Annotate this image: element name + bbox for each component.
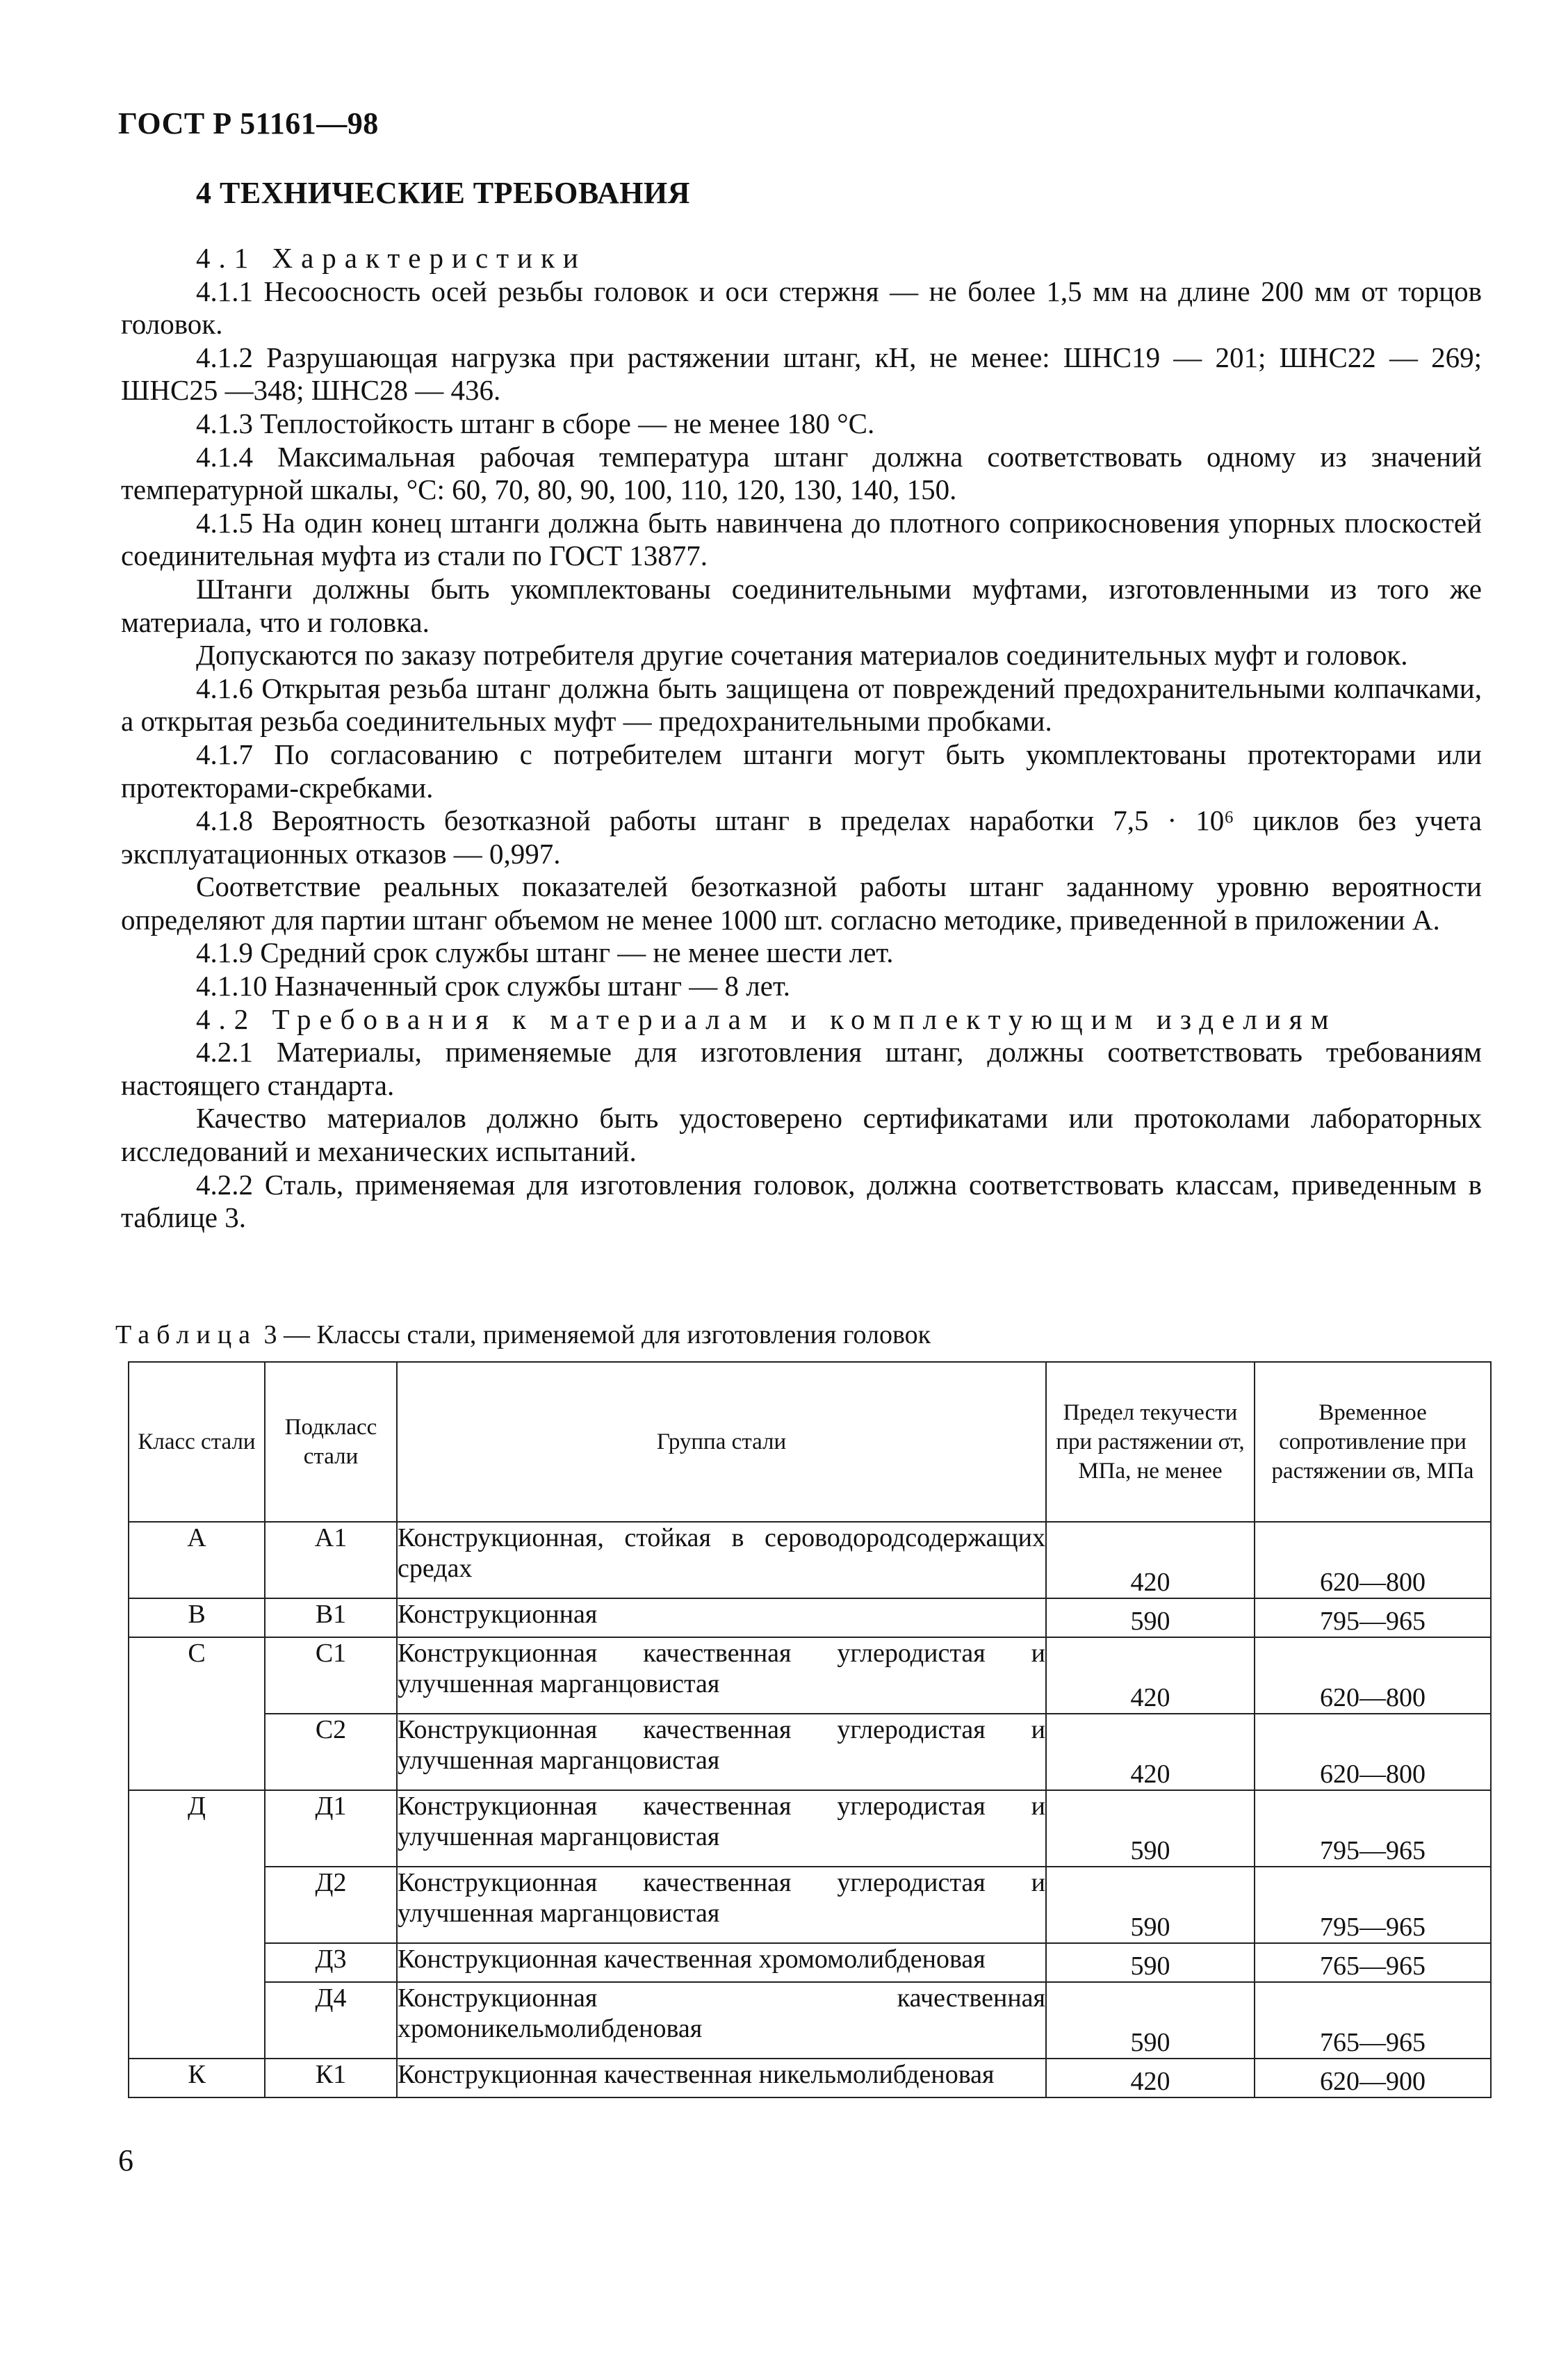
cell-group: Конструкционная качественная углеродистая и улучшенная марганцовистая xyxy=(397,1637,1046,1714)
cell-class: Д xyxy=(129,1790,265,2059)
table-header-row xyxy=(129,1362,1491,1522)
table-caption-text: 3 — Классы стали, применяемой для изготовления головок xyxy=(263,1320,931,1349)
cell-subclass: В1 xyxy=(265,1598,397,1637)
cell-subclass: Д1 xyxy=(265,1790,397,1867)
table-row xyxy=(129,1522,1491,1598)
header-steel-group: Группа стали xyxy=(397,1362,1046,1522)
cell-yield: 590 xyxy=(1046,1943,1255,1982)
cell-subclass: Д2 xyxy=(265,1867,397,1943)
paragraph-4-1-5: 4.1.5 На один конец штанги должна быть навинчена до плотного соприкосновения упорных плоскостей соединительная муфта из стали по ГОСТ 13877. xyxy=(121,506,1482,572)
cell-yield: 420 xyxy=(1046,1522,1255,1598)
cell-tensile: 620—900 xyxy=(1255,2059,1491,2097)
paragraph-4-2-1: 4.2.1 Материалы, применяемые для изготовления штанг, должны соответствовать требованиям настоящего стандарта. xyxy=(121,1036,1482,1101)
cell-tensile: 765—965 xyxy=(1255,1943,1491,1982)
cell-class: А xyxy=(129,1522,265,1598)
cell-subclass: С1 xyxy=(265,1637,397,1714)
cell-yield: 590 xyxy=(1046,1982,1255,2059)
table-row xyxy=(129,1637,1491,1714)
table-row xyxy=(129,1867,1491,1943)
cell-group: Конструкционная качественная углеродистая и улучшенная марганцовистая xyxy=(397,1790,1046,1867)
document-code: ГОСТ Р 51161—98 xyxy=(118,106,379,140)
subsection-heading-4-2: 4.2 Требования к материалам и комплектующим изделиям xyxy=(196,1003,1337,1035)
cell-group: Конструкционная качественная хромомолибденовая xyxy=(397,1943,1046,1982)
subsection-heading-4-1: 4.1 Характеристики xyxy=(196,242,587,274)
paragraph-reliability-method: Соответствие реальных показателей безотказной работы штанг заданному уровню вероятности определяют для партии штанг объемом не менее 1000 шт. согласно методике, приведенной в приложении А. xyxy=(121,870,1482,936)
cell-group: Конструкционная xyxy=(397,1598,1046,1637)
cell-tensile: 765—965 xyxy=(1255,1982,1491,2059)
header-tensile-strength: Временное сопротивление при растяжении σв, МПа xyxy=(1255,1362,1491,1522)
paragraph-4-1-1: 4.1.1 Несоосность осей резьбы головок и оси стержня — не более 1,5 мм на длине 200 мм от торцов головок. xyxy=(121,275,1482,341)
cell-tensile: 795—965 xyxy=(1255,1790,1491,1867)
cell-class: В xyxy=(129,1598,265,1637)
cell-yield: 590 xyxy=(1046,1790,1255,1867)
cell-tensile: 620—800 xyxy=(1255,1637,1491,1714)
paragraph-4-1-6: 4.1.6 Открытая резьба штанг должна быть защищена от повреждений предохранительными колпачками, а открытая резьба соединительных муфт — предохранительными пробками. xyxy=(121,672,1482,738)
cell-yield: 590 xyxy=(1046,1867,1255,1943)
cell-group: Конструкционная качественная хромоникельмолибденовая xyxy=(397,1982,1046,2059)
cell-yield: 420 xyxy=(1046,2059,1255,2097)
cell-subclass: Д4 xyxy=(265,1982,397,2059)
cell-group: Конструкционная качественная углеродистая и улучшенная марганцовистая xyxy=(397,1714,1046,1790)
section-title: 4 ТЕХНИЧЕСКИЕ ТРЕБОВАНИЯ xyxy=(196,176,690,210)
table-row xyxy=(129,1598,1491,1637)
paragraph-4-1-2: 4.1.2 Разрушающая нагрузка при растяжении штанг, кН, не менее: ШНС19 — 201; ШНС22 — 269; ШНС25 —348; ШНС28 — 436. xyxy=(121,341,1482,407)
paragraph-material-combinations: Допускаются по заказу потребителя другие сочетания материалов соединительных муфт и головок. xyxy=(196,639,1408,672)
body-text xyxy=(121,242,1482,1235)
paragraph-4-1-4: 4.1.4 Максимальная рабочая температура штанг должна соответствовать одному из значений температурной шкалы, °С: 60, 70, 80, 90, 100, 110, 120, 130, 140, 150. xyxy=(121,440,1482,506)
header-steel-subclass: Подкласс стали xyxy=(265,1362,397,1522)
paragraph-rods-couplings: Штанги должны быть укомплектованы соединительными муфтами, изготовленными из того же материала, что и головка. xyxy=(121,572,1482,638)
cell-group: Конструкционная, стойкая в сероводородсодержащих средах xyxy=(397,1522,1046,1598)
cell-tensile: 795—965 xyxy=(1255,1867,1491,1943)
steel-classes-table xyxy=(128,1361,1492,2098)
cell-class: С xyxy=(129,1637,265,1790)
paragraph-4-1-3: 4.1.3 Теплостойкость штанг в сборе — не менее 180 °С. xyxy=(196,407,875,439)
cell-tensile: 795—965 xyxy=(1255,1598,1491,1637)
cell-subclass: А1 xyxy=(265,1522,397,1598)
table-caption xyxy=(115,1320,931,1350)
paragraph-4-1-10: 4.1.10 Назначенный срок службы штанг — 8 лет. xyxy=(196,970,791,1003)
cell-subclass: Д3 xyxy=(265,1943,397,1982)
cell-subclass: К1 xyxy=(265,2059,397,2097)
cell-subclass: С2 xyxy=(265,1714,397,1790)
cell-tensile: 620—800 xyxy=(1255,1714,1491,1790)
paragraph-4-1-7: 4.1.7 По согласованию с потребителем штанги могут быть укомплектованы протекторами или протекторами-скребками. xyxy=(121,738,1482,804)
table-row xyxy=(129,2059,1491,2097)
header-yield-strength: Предел текучести при растяжении σт, МПа, не менее xyxy=(1046,1362,1255,1522)
paragraph-4-1-8: 4.1.8 Вероятность безотказной работы штанг в пределах наработки 7,5 · 10⁶ циклов без учета эксплуатационных отказов — 0,997. xyxy=(121,804,1482,870)
cell-tensile: 620—800 xyxy=(1255,1522,1491,1598)
cell-yield: 420 xyxy=(1046,1714,1255,1790)
paragraph-4-2-2: 4.2.2 Сталь, применяемая для изготовления головок, должна соответствовать классам, приведенным в таблице 3. xyxy=(121,1168,1482,1234)
table-row xyxy=(129,1790,1491,1867)
table-row xyxy=(129,1714,1491,1790)
table-caption-label: Таблица xyxy=(115,1320,258,1349)
header-steel-class: Класс стали xyxy=(129,1362,265,1522)
cell-yield: 590 xyxy=(1046,1598,1255,1637)
cell-group: Конструкционная качественная никельмолибденовая xyxy=(397,2059,1046,2097)
cell-class: К xyxy=(129,2059,265,2097)
cell-yield: 420 xyxy=(1046,1637,1255,1714)
table-row xyxy=(129,1943,1491,1982)
page-number: 6 xyxy=(118,2143,133,2177)
cell-group: Конструкционная качественная углеродистая и улучшенная марганцовистая xyxy=(397,1867,1046,1943)
table-row xyxy=(129,1982,1491,2059)
paragraph-4-1-9: 4.1.9 Средний срок службы штанг — не менее шести лет. xyxy=(196,936,894,969)
paragraph-material-certificates: Качество материалов должно быть удостоверено сертификатами или протоколами лабораторных исследований и механических испытаний. xyxy=(121,1102,1482,1168)
